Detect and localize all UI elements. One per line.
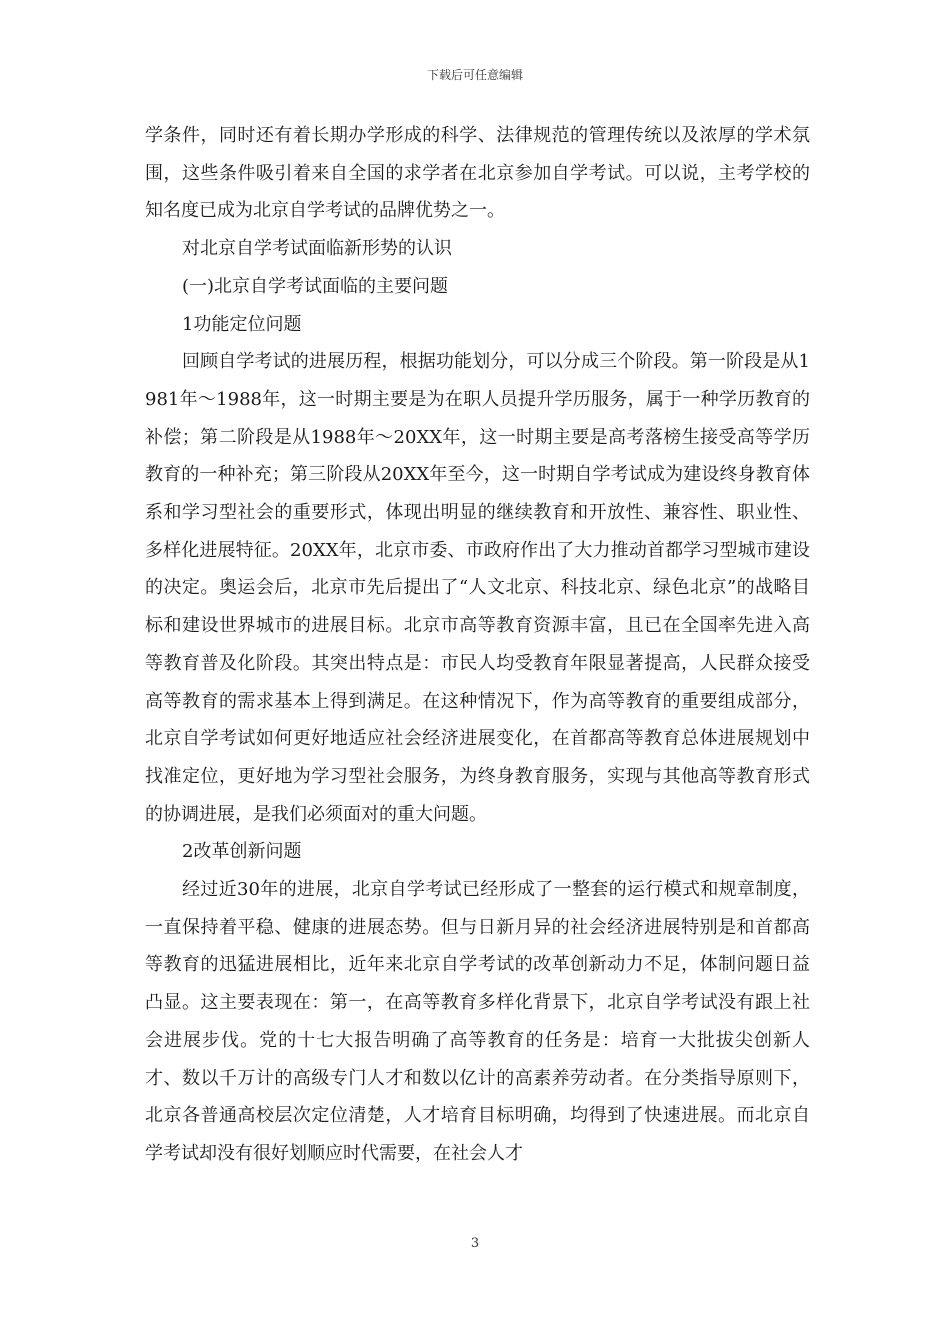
paragraph-continuation: 学条件，同时还有着长期办学形成的科学、法律规范的管理传统以及浓厚的学术氛围，这些条件吸引着来自全国的求学者在北京参加自学考试。可以说，主考学校的知名度已成为北京自学考试的品牌优势之一。 [145, 125, 810, 222]
page-header: 下载后可任意编辑 [426, 68, 523, 82]
paragraph-reform-innovation: 经过近30年的进展，北京自学考试已经形成了一整套的运行模式和规章制度，一直保持着平稳、健康的进展态势。但与日新月异的社会经济进展特别是和首都高等教育的迅猛进展相比，近年来北京自学考试的改革创新动力不足，体制问题日益凸显。这主要表现在：第一，在高等教育多样化背景下，北京自学考试没有跟上社会进展步伐。党的十七大报告明确了高等教育的任务是：培育一大批拔尖创新人才、数以千万计的高级专门人才和数以亿计的高素养劳动者。在分类指导原则下，北京各普通高校层次定位清楚，人才培育目标明确，均得到了快速进展。而北京自学考试却没有很好划顺应时代需要，在社会人才 [145, 879, 810, 1164]
page-number: 3 [470, 1236, 480, 1251]
subsubsection-heading-2: 2改革创新问题 [182, 841, 302, 863]
subsection-heading: (一)北京自学考试面临的主要问题 [182, 275, 449, 297]
section-heading: 对北京自学考试面临新形势的认识 [182, 238, 452, 260]
document-body [145, 117, 810, 1173]
subsubsection-heading-1: 1功能定位问题 [182, 313, 302, 335]
paragraph-function-positioning: 回顾自学考试的进展历程，根据功能划分，可以分成三个阶段。第一阶段是从1981年～1988年，这一时期主要是为在职人员提升学历服务，属于一种学历教育的补偿；第二阶段是从1988年～20XX年，这一时期主要是高考落榜生接受高等学历教育的一种补充；第三阶段从20XX年至今，这一时期自学考试成为建设终身教育体系和学习型社会的重要形式，体现出明显的继续教育和开放性、兼容性、职业性、多样化进展特征。20XX年，北京市委、市政府作出了大力推动首都学习型城市建设的决定。奥运会后，北京市先后提出了“人文北京、科技北京、绿色北京”的战略目标和建设世界城市的进展目标。北京市高等教育资源丰富，且已在全国率先进入高等教育普及化阶段。其突出特点是：市民人均受教育年限显著提高，人民群众接受高等教育的需求基本上得到满足。在这种情况下，作为高等教育的重要组成部分，北京自学考试如何更好地适应社会经济进展变化，在首都高等教育总体进展规划中找准定位，更好地为学习型社会服务，为终身教育服务，实现与其他高等教育形式的协调进展，是我们必须面对的重大问题。 [145, 351, 810, 825]
